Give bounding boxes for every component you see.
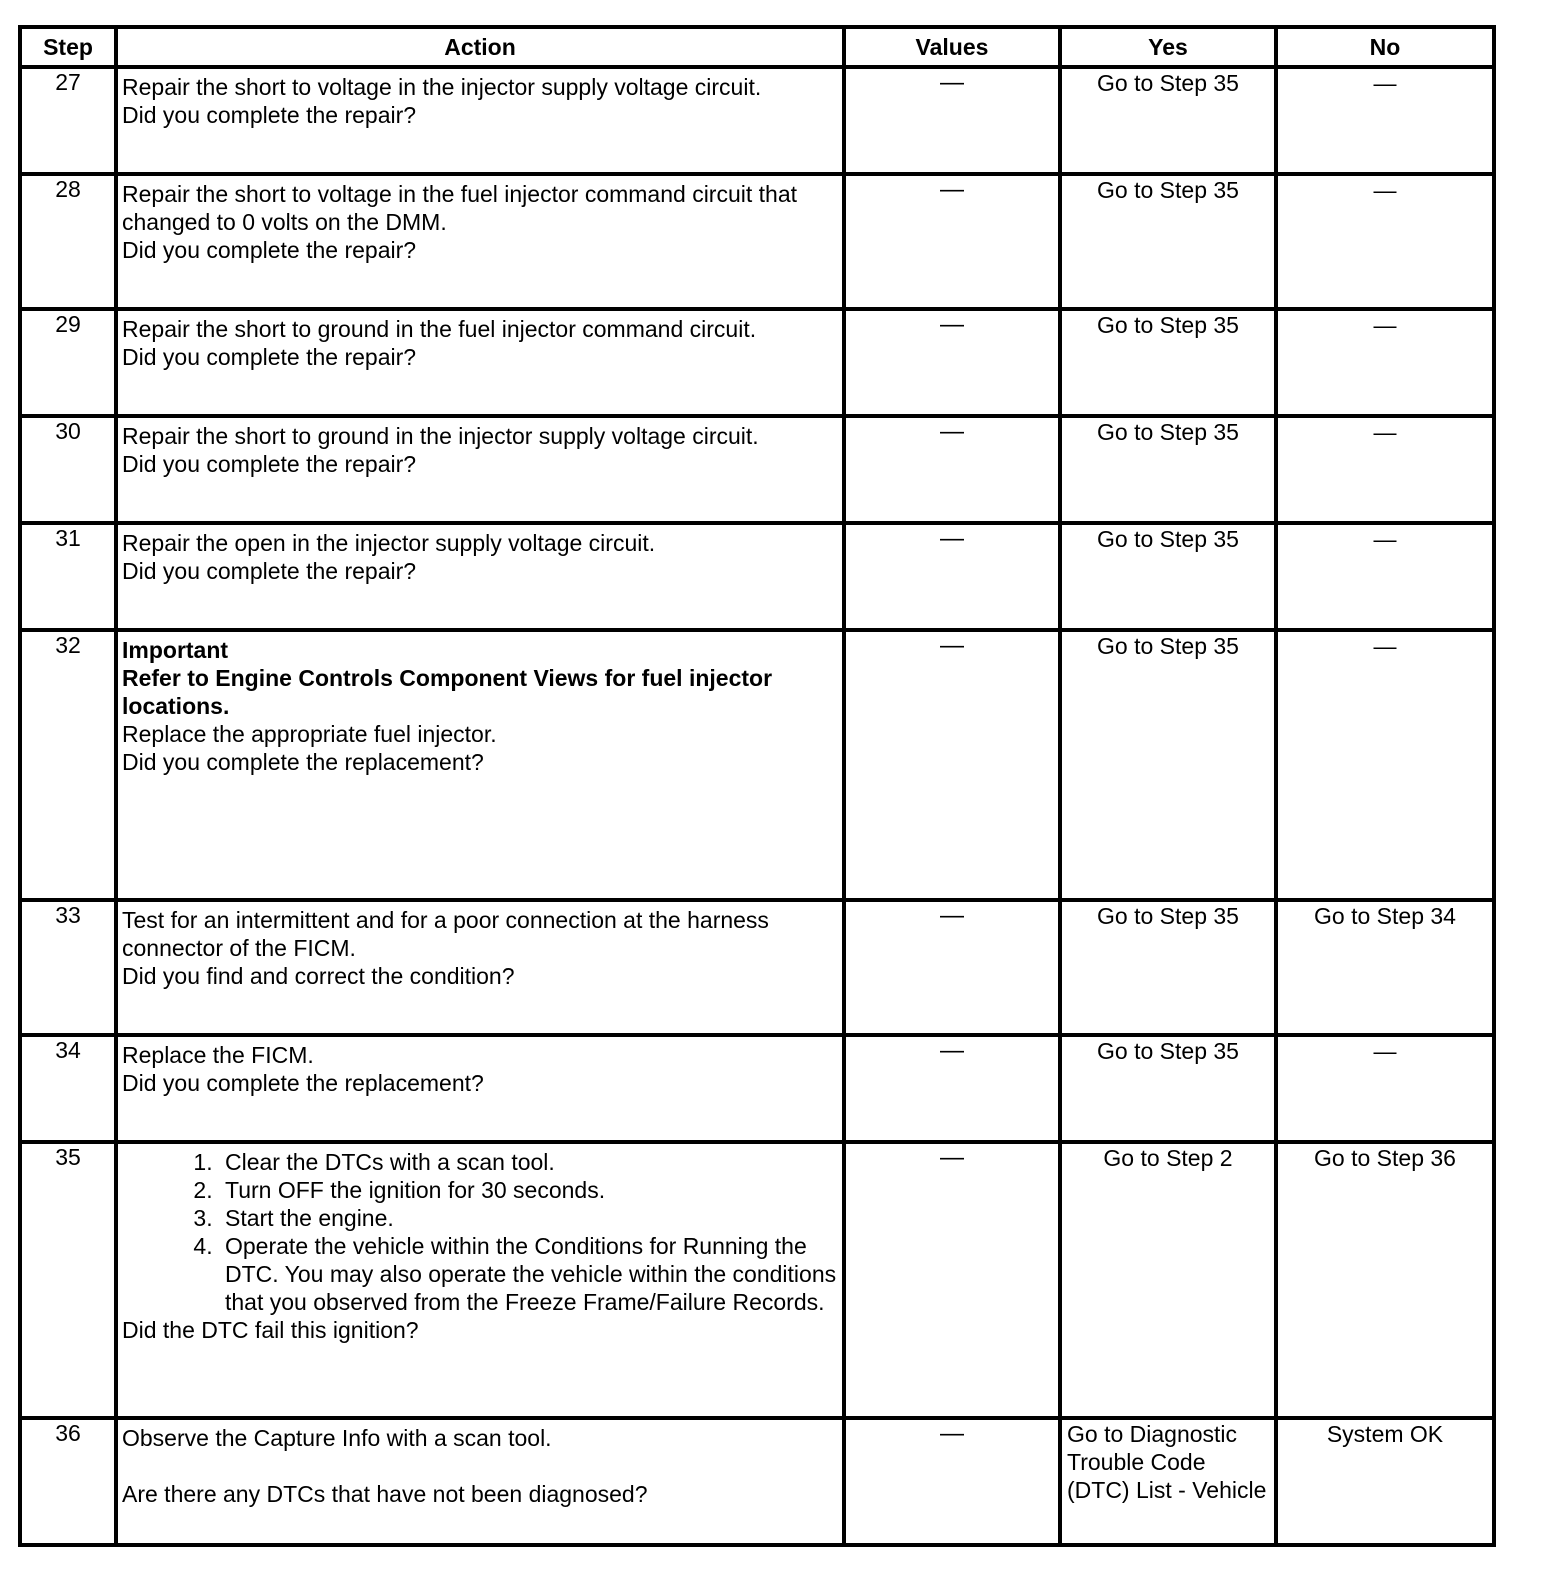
step-number: 34 bbox=[20, 1035, 116, 1142]
action-cell bbox=[116, 900, 844, 1035]
step-number: 35 bbox=[20, 1142, 116, 1418]
values-cell: — bbox=[844, 416, 1060, 523]
list-item: 1. Clear the DTCs with a scan tool. bbox=[219, 1148, 838, 1176]
action-cell bbox=[116, 309, 844, 416]
no-cell: — bbox=[1276, 630, 1494, 900]
header-values: Values bbox=[844, 27, 1060, 67]
step-number: 31 bbox=[20, 523, 116, 630]
action-cell bbox=[116, 174, 844, 309]
step-number: 29 bbox=[20, 309, 116, 416]
yes-cell: Go to Step 35 bbox=[1060, 416, 1276, 523]
no-cell: — bbox=[1276, 174, 1494, 309]
step-number: 27 bbox=[20, 67, 116, 174]
values-cell: — bbox=[844, 1418, 1060, 1545]
table-row bbox=[20, 1418, 1494, 1545]
yes-cell: Go to Step 35 bbox=[1060, 1035, 1276, 1142]
table-row bbox=[20, 900, 1494, 1035]
action-question: Did you complete the replacement? bbox=[122, 749, 484, 775]
action-question: Did you complete the repair? bbox=[122, 102, 417, 128]
action-text: Replace the FICM. bbox=[122, 1042, 314, 1068]
important-label: Important bbox=[122, 637, 229, 663]
action-question: Are there any DTCs that have not been diagnosed? bbox=[122, 1481, 648, 1507]
action-cell bbox=[116, 523, 844, 630]
action-cell bbox=[116, 1418, 844, 1545]
header-yes: Yes bbox=[1060, 27, 1276, 67]
no-cell: — bbox=[1276, 416, 1494, 523]
header-no: No bbox=[1276, 27, 1494, 67]
action-question: Did the DTC fail this ignition? bbox=[122, 1317, 419, 1343]
header-step: Step bbox=[20, 27, 116, 67]
table-row bbox=[20, 67, 1494, 174]
no-cell: — bbox=[1276, 523, 1494, 630]
values-cell: — bbox=[844, 523, 1060, 630]
table-row bbox=[20, 416, 1494, 523]
action-text: Repair the short to voltage in the fuel injector command circuit that changed to 0 volts on the DMM. bbox=[122, 181, 798, 235]
diagnostic-table bbox=[18, 25, 1496, 1547]
values-cell: — bbox=[844, 1142, 1060, 1418]
values-cell: — bbox=[844, 1035, 1060, 1142]
action-question: Did you complete the repair? bbox=[122, 558, 417, 584]
step-number: 33 bbox=[20, 900, 116, 1035]
list-item: 4. Operate the vehicle within the Conditions for Running the DTC. You may also operate the vehicle within the conditions that you observed from the Freeze Frame/Failure Records. bbox=[219, 1232, 838, 1316]
step-number: 28 bbox=[20, 174, 116, 309]
no-cell: System OK bbox=[1276, 1418, 1494, 1545]
action-question: Did you complete the repair? bbox=[122, 451, 417, 477]
action-cell bbox=[116, 630, 844, 900]
values-cell: — bbox=[844, 309, 1060, 416]
action-question: Did you complete the repair? bbox=[122, 344, 417, 370]
yes-cell: Go to Step 35 bbox=[1060, 67, 1276, 174]
no-cell: Go to Step 36 bbox=[1276, 1142, 1494, 1418]
yes-cell: Go to Diagnostic Trouble Code (DTC) List - Vehicle bbox=[1060, 1418, 1276, 1545]
step-number: 32 bbox=[20, 630, 116, 900]
spacer bbox=[122, 1452, 838, 1480]
header-action: Action bbox=[116, 27, 844, 67]
action-text: Observe the Capture Info with a scan tool. bbox=[122, 1425, 552, 1451]
header-row bbox=[20, 27, 1494, 67]
yes-cell: Go to Step 35 bbox=[1060, 309, 1276, 416]
values-cell: — bbox=[844, 900, 1060, 1035]
values-cell: — bbox=[844, 174, 1060, 309]
table-row bbox=[20, 174, 1494, 309]
important-note: Refer to Engine Controls Component Views for fuel injector locations. bbox=[122, 665, 773, 719]
no-cell: Go to Step 34 bbox=[1276, 900, 1494, 1035]
table-row bbox=[20, 309, 1494, 416]
action-question: Did you find and correct the condition? bbox=[122, 963, 515, 989]
action-cell bbox=[116, 1035, 844, 1142]
list-item: 3. Start the engine. bbox=[219, 1204, 838, 1232]
action-text: Repair the open in the injector supply voltage circuit. bbox=[122, 530, 656, 556]
action-text: Repair the short to voltage in the injector supply voltage circuit. bbox=[122, 74, 762, 100]
yes-cell: Go to Step 2 bbox=[1060, 1142, 1276, 1418]
action-cell bbox=[116, 67, 844, 174]
action-text: Repair the short to ground in the fuel injector command circuit. bbox=[122, 316, 757, 342]
yes-cell: Go to Step 35 bbox=[1060, 174, 1276, 309]
yes-cell: Go to Step 35 bbox=[1060, 630, 1276, 900]
no-cell: — bbox=[1276, 67, 1494, 174]
table-row bbox=[20, 523, 1494, 630]
action-text: Test for an intermittent and for a poor connection at the harness connector of the FICM. bbox=[122, 907, 769, 961]
action-text: Replace the appropriate fuel injector. bbox=[122, 721, 497, 747]
procedure-list bbox=[122, 1148, 838, 1316]
step-number: 30 bbox=[20, 416, 116, 523]
no-cell: — bbox=[1276, 309, 1494, 416]
table-row bbox=[20, 1035, 1494, 1142]
values-cell: — bbox=[844, 67, 1060, 174]
yes-cell: Go to Step 35 bbox=[1060, 523, 1276, 630]
action-question: Did you complete the repair? bbox=[122, 237, 417, 263]
action-cell bbox=[116, 1142, 844, 1418]
action-cell bbox=[116, 416, 844, 523]
no-cell: — bbox=[1276, 1035, 1494, 1142]
action-text: Repair the short to ground in the injector supply voltage circuit. bbox=[122, 423, 759, 449]
step-number: 36 bbox=[20, 1418, 116, 1545]
action-question: Did you complete the replacement? bbox=[122, 1070, 484, 1096]
list-item: 2. Turn OFF the ignition for 30 seconds. bbox=[219, 1176, 838, 1204]
table-row bbox=[20, 630, 1494, 900]
yes-cell: Go to Step 35 bbox=[1060, 900, 1276, 1035]
values-cell: — bbox=[844, 630, 1060, 900]
table-row bbox=[20, 1142, 1494, 1418]
